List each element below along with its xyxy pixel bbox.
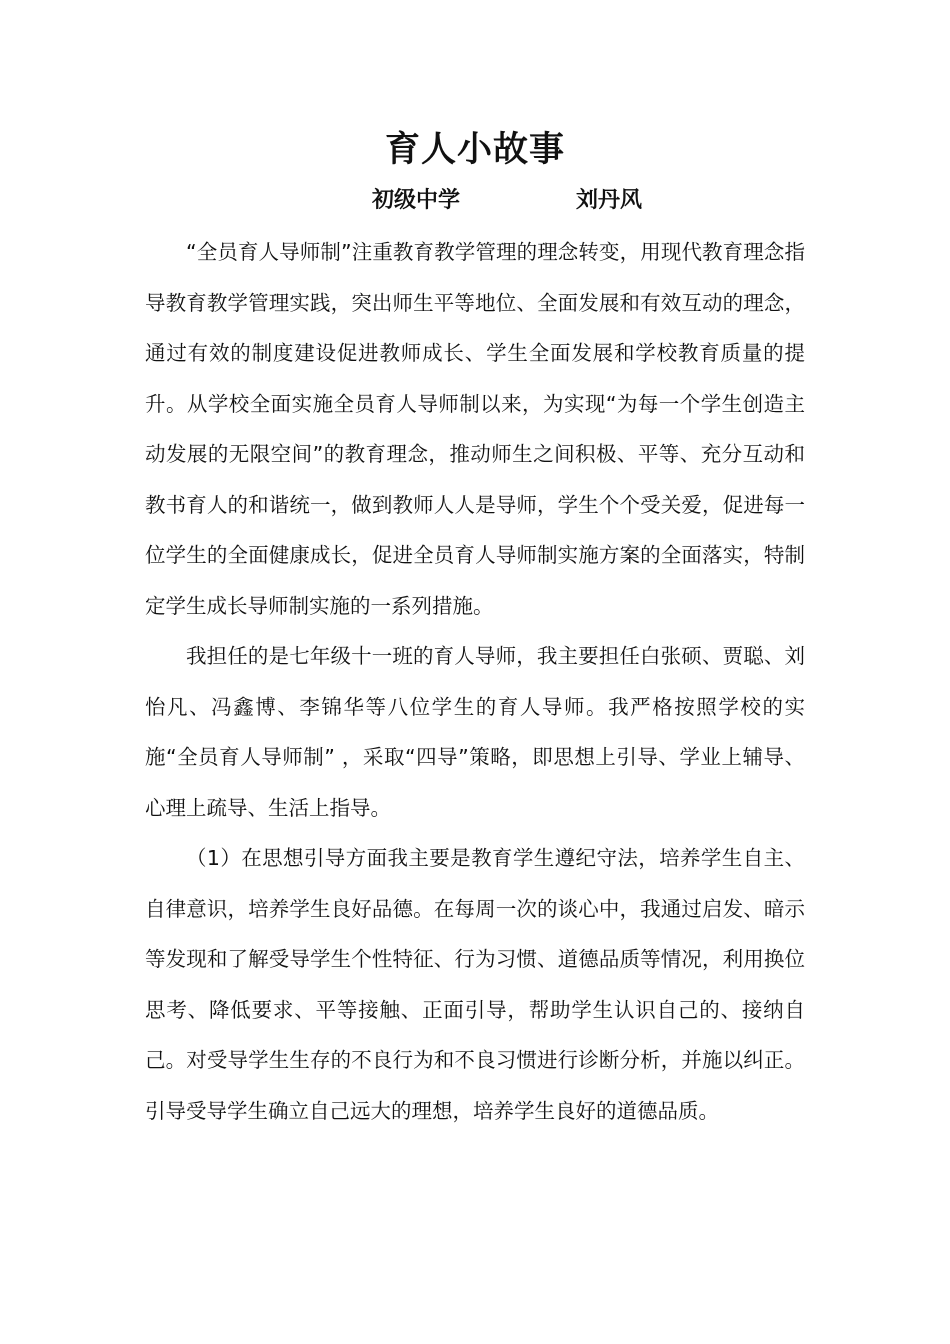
byline	[372, 184, 692, 218]
document-body	[145, 227, 805, 1136]
author-name: 刘丹风	[576, 188, 643, 213]
paragraph-intro: “全员育人导师制”注重教育教学管理的理念转变，用现代教育理念指导教育教学管理实践，突出师生平等地位、全面发展和有效互动的理念，通过有效的制度建设促进教师成长、学生全面发展和学校教育质量的提升。从学校全面实施全员育人导师制以来，为实现“为每一个学生创造主动发展的无限空间”的教育理念，推动师生之间积极、平等、充分互动和教书育人的和谐统一，做到教师人人是导师，学生个个受关爱，促进每一位学生的全面健康成长，促进全员育人导师制实施方案的全面落实，特制定学生成长导师制实施的一系列措施。	[145, 240, 805, 618]
document-title: 育人小故事	[384, 130, 565, 170]
paragraph-mentor-role: 我担任的是七年级十一班的育人导师，我主要担任白张硕、贾聪、刘怡凡、冯鑫博、李锦华等八位学生的育人导师。我严格按照学校的实施“全员育人导师制” ，采取“四导”策略，即思想上引导、学业上辅导、心理上疏导、生活上指导。	[145, 644, 805, 820]
school-name: 初级中学	[372, 188, 461, 213]
paragraph-ideological-guidance: （1）在思想引导方面我主要是教育学生遵纪守法，培养学生自主、自律意识，培养学生良好品德。在每周一次的谈心中，我通过启发、暗示等发现和了解受导学生个性特征、行为习惯、道德品质等情况，利用换位思考、降低要求、平等接触、正面引导，帮助学生认识自己的、接纳自己。对受导学生生存的不良行为和不良习惯进行诊断分析，并施以纠正。引导受导学生确立自己远大的理想，培养学生良好的道德品质。	[145, 846, 805, 1123]
